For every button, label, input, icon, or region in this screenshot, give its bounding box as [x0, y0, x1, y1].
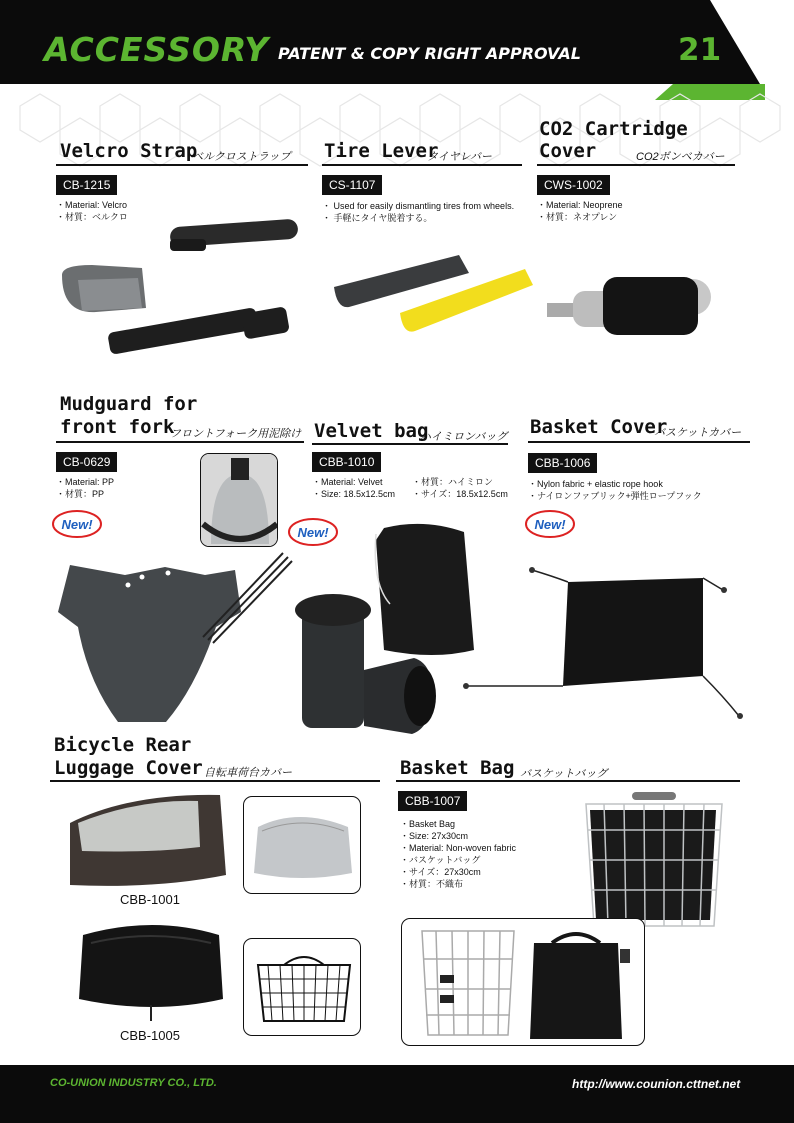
luggage-cover-title-line1: Bicycle Rear: [54, 734, 192, 756]
velvet-bag-code: CBB-1010: [312, 452, 381, 472]
basket-bag-spec-5: ・サイズ：27x30cm: [400, 867, 481, 877]
basket-bag-photo: [401, 918, 645, 1046]
wire-basket-photo: [243, 938, 361, 1036]
basket-cover-spec-2: ・ナイロンファブリック+弾性ロープフック: [528, 491, 702, 501]
brand-title: ACCESSORY: [44, 30, 270, 69]
luggage-cover-1001-image: [64, 793, 229, 893]
basket-cover-badge-text: New!: [534, 517, 566, 532]
velvet-bag-specs-jp: [412, 476, 508, 500]
tire-lever-image: [330, 245, 530, 335]
mudguard-rule: [56, 441, 304, 443]
page-footer: [0, 1065, 794, 1123]
basket-cover-specs: [528, 478, 702, 502]
co2-rule: [537, 164, 735, 166]
velvet-bag-badge-text: New!: [297, 525, 329, 540]
basket-bag-specs: [400, 818, 516, 890]
tire-lever-specs: [322, 200, 514, 224]
velvet-bag-specs-en: [312, 476, 395, 500]
basket-bag-spec-4: ・バスケットバッグ: [400, 855, 481, 865]
basket-cover-image: [462, 560, 762, 730]
co2-code: CWS-1002: [537, 175, 610, 195]
tire-lever-rule: [322, 164, 522, 166]
mudguard-installed-photo: [200, 453, 278, 547]
co2-title-line2: Cover: [539, 140, 597, 162]
co2-specs: [537, 199, 623, 223]
velvet-bag-rule: [312, 443, 508, 445]
company-name: CO-UNION INDUSTRY CO., LTD.: [50, 1077, 217, 1089]
velvet-bag-jp-title: ハイミロンバッグ: [420, 431, 508, 443]
velvet-bag-spec-4: ・サイズ：18.5x12.5cm: [412, 489, 508, 499]
velvet-bag-spec-3: ・材質：ハイミロン: [412, 477, 494, 487]
velcro-code: CB-1215: [56, 175, 117, 195]
co2-spec-2: ・材質：ネオプレン: [537, 212, 618, 222]
velvet-bag-spec-1: ・Material: Velvet: [312, 477, 383, 487]
velvet-bag-title: Velvet bag: [314, 420, 429, 442]
website-url[interactable]: http://www.counion.cttnet.net: [572, 1077, 741, 1091]
luggage-cover-title-line2: Luggage Cover: [54, 757, 203, 779]
basket-bag-spec-1: ・Basket Bag: [400, 819, 456, 829]
co2-title-line1: CO2 Cartridge: [539, 118, 688, 140]
basket-cover-rule: [528, 441, 750, 443]
velvet-bag-spec-2: ・Size: 18.5x12.5cm: [312, 489, 396, 499]
co2-cover-image: [543, 265, 723, 345]
basket-bag-jp-title: バスケットバッグ: [520, 768, 608, 780]
mudguard-spec-2: ・材質：PP: [56, 489, 105, 499]
mudguard-image: [58, 545, 298, 730]
luggage-cover-code-1005: CBB-1005: [120, 1028, 180, 1043]
mudguard-jp-title: フロントフォーク用泥除け: [170, 428, 302, 440]
velcro-spec-1: ・Material: Velcro: [56, 200, 128, 210]
basket-bag-code: CBB-1007: [398, 791, 467, 811]
mudguard-title-line1: Mudguard for: [60, 393, 198, 415]
co2-jp-title: CO2ボンベカバー: [636, 151, 725, 163]
basket-bag-spec-3: ・Material: Non-woven fabric: [400, 843, 517, 853]
velcro-rule: [56, 164, 308, 166]
velcro-jp-title: ベルクロストラップ: [192, 151, 291, 163]
page-number: 21: [678, 32, 722, 68]
basket-bag-title: Basket Bag: [400, 757, 515, 779]
basket-cover-title: Basket Cover: [530, 416, 668, 438]
header-subtitle: PATENT & COPY RIGHT APPROVAL: [278, 44, 581, 63]
basket-cover-new-badge: [525, 510, 575, 538]
page-header: [0, 0, 794, 100]
luggage-cover-rule: [50, 780, 380, 782]
tire-lever-spec-2: ・ 手軽にタイヤ脱着する。: [322, 213, 433, 223]
luggage-cover-1005-image: [75, 915, 225, 1025]
luggage-cover-photo: [243, 796, 361, 894]
mudguard-specs: [56, 476, 114, 500]
basket-bag-rule: [396, 780, 740, 782]
velcro-spec-2: ・材質：ベルクロ: [56, 212, 128, 222]
tire-lever-spec-1: ・ Used for easily dismantling tires from wheels.: [322, 201, 515, 211]
luggage-cover-code-1001: CBB-1001: [120, 892, 180, 907]
tire-lever-title: Tire Lever: [324, 140, 439, 162]
mudguard-title-line2: front fork: [60, 416, 175, 438]
basket-bag-spec-2: ・Size: 27x30cm: [400, 831, 469, 841]
luggage-cover-jp-title: 自転車荷台カバー: [204, 767, 292, 779]
mudguard-spec-1: ・Material: PP: [56, 477, 115, 487]
mudguard-code: CB-0629: [56, 452, 117, 472]
basket-cover-code: CBB-1006: [528, 453, 597, 473]
tire-lever-jp-title: タイヤレバー: [427, 151, 492, 163]
basket-cover-jp-title: バスケットカバー: [654, 427, 742, 439]
velcro-strap-image: [58, 215, 308, 360]
basket-bag-spec-6: ・材質：不織布: [400, 879, 464, 889]
basket-cover-spec-1: ・Nylon fabric + elastic rope hook: [528, 479, 663, 489]
tire-lever-code: CS-1107: [322, 175, 382, 195]
co2-spec-1: ・Material: Neoprene: [537, 200, 623, 210]
mudguard-badge-text: New!: [61, 517, 93, 532]
mudguard-new-badge: [52, 510, 102, 538]
velcro-title: Velcro Strap: [60, 140, 198, 162]
